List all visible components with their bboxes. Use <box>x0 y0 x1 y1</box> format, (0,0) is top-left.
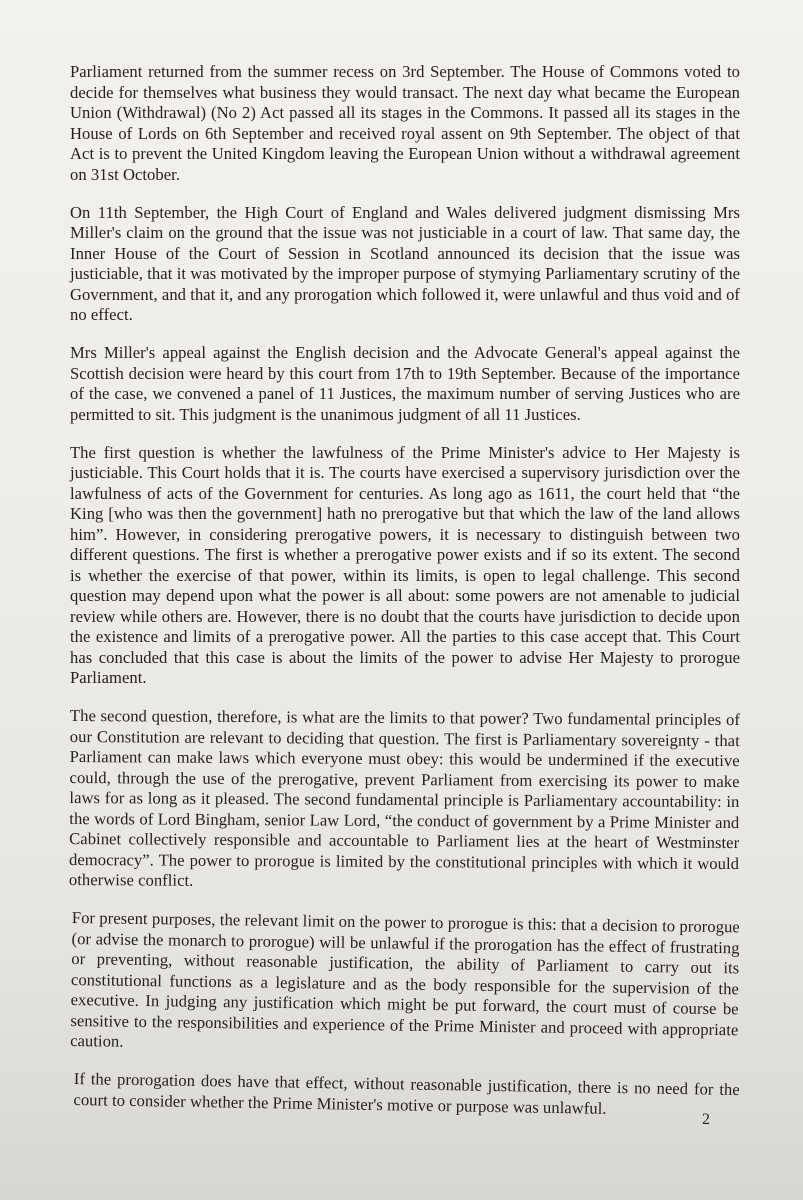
body-text <box>70 62 740 1128</box>
paragraph: Parliament returned from the summer recess on 3rd September. The House of Commons voted to decide for themselves what business they would transact. The next day what became the European Union (Withdrawal) (No 2) Act passed all its stages in the Commons. It passed all its stages in the House of Lords on 6th September and received royal assent on 9th September. The object of that Act is to prevent the United Kingdom leaving the European Union without a withdrawal agreement on 31st October. <box>70 62 740 184</box>
paragraph: Mrs Miller's appeal against the English decision and the Advocate General's appeal against the Scottish decision were heard by this court from 17th to 19th September. Because of the importance of the case, we convened a panel of 11 Justices, the maximum number of serving Justices who are permitted to sit. This judgment is the unanimous judgment of all 11 Justices. <box>70 343 740 424</box>
paragraph: For present purposes, the relevant limit on the power to prorogue is this: that a decision to prorogue (or advise the monarch to prorogue) will be unlawful if the prorogation has the effect of frustrating or preventing, without reasonable justification, the ability of Parliament to carry out its constitutional functions as a legislature and as the body responsible for the supervision of the executive. In judging any justification which might be put forward, the court must of course be sensitive to the responsibilities and experience of the Prime Minister and proceed with appropriate caution. <box>70 908 740 1051</box>
paragraph: On 11th September, the High Court of England and Wales delivered judgment dismissing Mrs Miller's claim on the ground that the issue was not justiciable in a court of law. That same day, the Inner House of the Court of Session in Scotland announced its decision that the issue was justiciable, that it was motivated by the improper purpose of stymying Parliamentary scrutiny of the Government, and that it, and any prorogation which followed it, were unlawful and thus void and of no effect. <box>70 202 740 324</box>
paragraph: The first question is whether the lawfulness of the Prime Minister's advice to Her Majesty is justiciable. This Court holds that it is. The courts have exercised a supervisory jurisdiction over the lawfulness of acts of the Government for centuries. As long ago as 1611, the court held that “the King [who was then the government] hath no prerogative but that which the law of the land allows him”. However, in considering prerogative powers, it is necessary to distinguish between two different questions. The first is whether a prerogative power exists and if so its extent. The second is whether the exercise of that power, within its limits, is open to legal challenge. This second question may depend upon what the power is all about: some powers are not amenable to judicial review while others are. However, there is no doubt that the courts have jurisdiction to decide upon the existence and limits of a prerogative power. All the parties to this case accept that. This Court has concluded that this case is about the limits of the power to advise Her Majesty to prorogue Parliament. <box>70 442 740 687</box>
page-number: 2 <box>702 1111 710 1128</box>
paragraph: If the prorogation does have that effect, without reasonable justification, there is no need for the court to consider whether the Prime Minister's motive or purpose was unlawful. <box>73 1069 740 1118</box>
paragraph: The second question, therefore, is what are the limits to that power? Two fundamental principles of our Constitution are relevant to deciding that question. The first is Parliamentary sovereignty - that Parliament can make laws which everyone must obey: this would be undermined if the executive could, through the use of the prerogative, prevent Parliament from exercising its power to make laws for as long as it pleased. The second fundamental principle is Parliamentary accountability: in the words of Lord Bingham, senior Law Lord, “the conduct of government by a Prime Minister and Cabinet collectively responsible and accountable to Parliament lies at the heart of Westminster democracy”. The power to prorogue is limited by the constitutional principles with which it would otherwise conflict. <box>68 706 740 890</box>
